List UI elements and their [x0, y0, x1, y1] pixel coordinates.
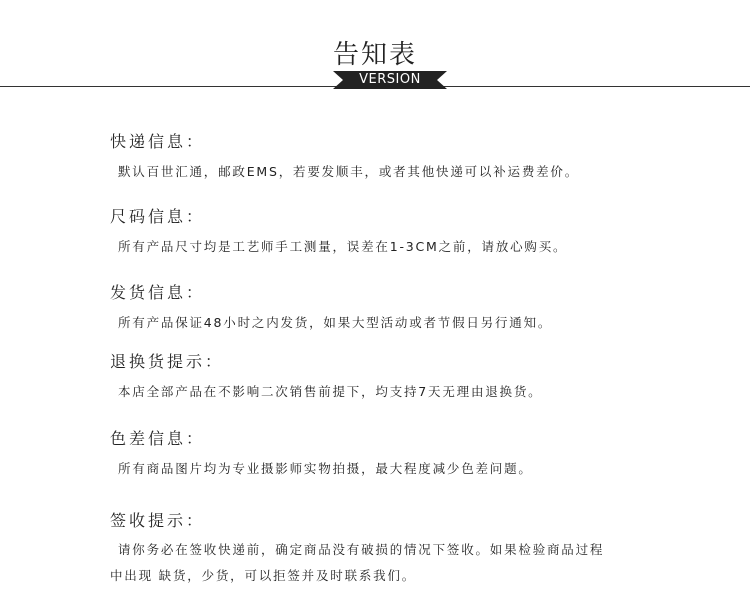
section-express [110, 132, 710, 182]
section-body: 默认百世汇通，邮政EMS，若要发顺丰，或者其他快递可以补运费差价。 [118, 164, 580, 179]
section-title: 退换货提示： [110, 352, 225, 371]
section-body [110, 537, 710, 589]
section-body: 本店全部产品在不影响二次销售前提下，均支持7天无理由退换货。 [118, 384, 543, 399]
version-label: VERSION [359, 72, 421, 87]
section-title: 签收提示： [110, 511, 206, 530]
section-signing [110, 511, 710, 589]
section-color [110, 429, 710, 479]
section-shipping [110, 283, 710, 333]
section-size [110, 207, 710, 257]
page-title: 告知表 [332, 40, 417, 70]
section-title: 发货信息： [110, 283, 206, 302]
section-returns [110, 352, 710, 402]
section-title: 快递信息： [110, 132, 206, 151]
section-body: 所有商品图片均为专业摄影师实物拍摄，最大程度减少色差问题。 [118, 461, 533, 476]
section-body: 所有产品尺寸均是工艺师手工测量，误差在1-3CM之前，请放心购买。 [118, 239, 568, 254]
section-body-line: 中出现 缺货，少货，可以拒签并及时联系我们。 [110, 568, 417, 583]
section-body-line: 请你务必在签收快递前，确定商品没有破损的情况下签收。如果检验商品过程 [118, 542, 605, 557]
section-body: 所有产品保证48小时之内发货，如果大型活动或者节假日另行通知。 [118, 315, 553, 330]
header [0, 0, 750, 100]
section-title: 尺码信息： [110, 207, 206, 226]
section-title: 色差信息： [110, 429, 206, 448]
